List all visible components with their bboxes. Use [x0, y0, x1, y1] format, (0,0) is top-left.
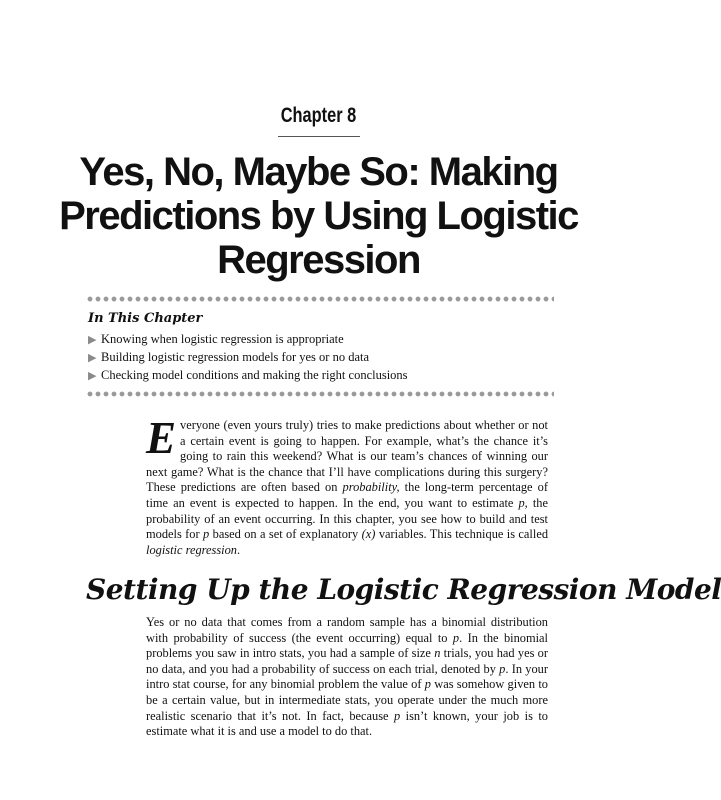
- variable-p: p: [424, 677, 431, 692]
- section-body: [146, 615, 548, 740]
- term-probability: probability,: [342, 480, 400, 495]
- body-text: . In the binomial problems you saw in intro stats, you had a sample of size: [146, 630, 548, 661]
- body-text: . In your intro stat course, for any binomial problem the value of: [146, 661, 548, 692]
- chapter-title-line: Yes, No, Maybe So: Making: [79, 150, 558, 194]
- variable-p: p,: [518, 495, 528, 510]
- intro-text: the long-term percentage of time an event is expected to happen. In the end, you want to estimate: [146, 480, 548, 510]
- chapter-title-line: Regression: [217, 238, 420, 282]
- variable-p: p: [203, 527, 210, 542]
- triangle-right-icon: ▶: [88, 370, 97, 382]
- list-item: [88, 330, 408, 348]
- intro-text: .: [236, 542, 241, 557]
- body-text: isn’t known, your job is to estimate what it is and use a model to do that.: [146, 708, 548, 739]
- variable-p: p: [393, 708, 401, 723]
- section-heading: Setting Up the Logistic Regression Model: [86, 573, 721, 606]
- in-this-chapter-heading: In This Chapter: [88, 311, 203, 326]
- list-item-text: Checking model conditions and making the right conclusions: [101, 368, 408, 382]
- list-item: [88, 366, 408, 384]
- variable-n: n: [434, 646, 441, 661]
- term-logistic-regression: logistic regression: [146, 542, 237, 557]
- drop-cap: E: [146, 413, 177, 463]
- intro-text: veryone (even yours truly) tries to make predictions about whether or not a certain event is going to happen. For example, what’s the chance it’s going to rain this weekend? What is our team’s chances of winning our next game? What is the chance that I’ll have complications during this surgery? These predictions are often based on: [146, 418, 548, 495]
- triangle-right-icon: ▶: [88, 334, 97, 346]
- intro-text: based on a set of explanatory: [209, 527, 362, 542]
- dotted-divider-top: [86, 296, 554, 302]
- chapter-title: [40, 150, 597, 282]
- chapter-topics-list: [88, 330, 408, 384]
- variable-p: p: [499, 661, 506, 676]
- intro-text: variables. This technique is called: [375, 527, 549, 542]
- chapter-rule: [278, 136, 360, 137]
- variable-p: p: [452, 630, 460, 645]
- intro-paragraph: [146, 413, 549, 558]
- variable-x: (x): [361, 527, 376, 542]
- list-item-text: Building logistic regression models for yes or no data: [101, 350, 370, 364]
- dotted-divider-bottom: [86, 391, 554, 397]
- body-text: Yes or no data that comes from a random sample has a binomial distribution with probability of success (the event occurring) equal to: [146, 615, 548, 645]
- chapter-label: Chapter 8: [280, 104, 357, 127]
- triangle-right-icon: ▶: [88, 352, 97, 364]
- body-text: was somehow given to be a certain value, but in intermediate stats, you operate under the much more realistic scenario that it’s not. In fact, because: [146, 677, 548, 723]
- intro-text: the probability of an event occurring. In this chapter, you see how to build and test models for: [146, 495, 548, 542]
- chapter-title-line: Predictions by Using Logistic: [59, 194, 578, 238]
- list-item: [88, 348, 408, 366]
- body-text: trials, you had yes or no data, and you had a probability of success on each trial, denoted by: [146, 646, 548, 676]
- list-item-text: Knowing when logistic regression is appropriate: [101, 332, 344, 346]
